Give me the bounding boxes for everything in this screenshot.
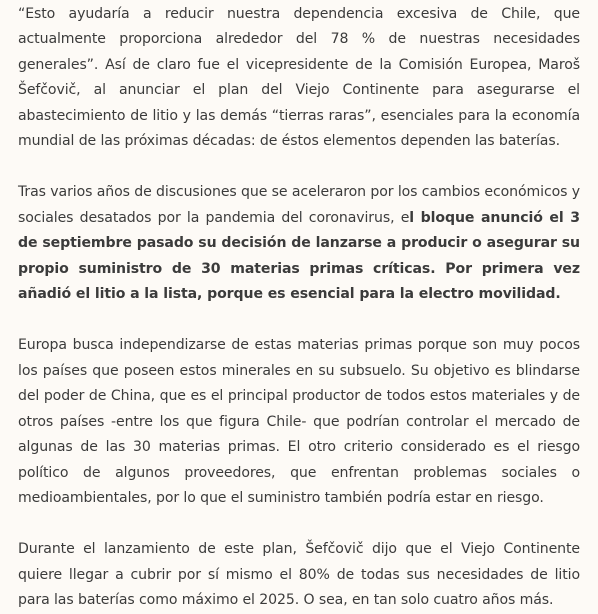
paragraph-eu-announcement [18, 180, 580, 307]
paragraph-text: Tras varios años de discusiones que se aceleraron por los cambios económicos y sociales desatados por la pandemia del coronavirus, e [18, 184, 580, 226]
paragraph-text: Europa busca independizarse de estas materias primas porque son muy pocos los países que poseen estos minerales en su subsuelo. Su objetivo es blindarse del poder de China, que es el principal productor de todos estos materiales y de otros países -entre los que figura Chile- que podrían controlar el mercado de algunas de las 30 materias primas. El otro criterio considerado es el riesgo político de algunos proveedores, que enfrentan problemas sociales o medioambientales, por lo que el suministro también podría estar en riesgo. [18, 337, 580, 506]
paragraph-text: “Esto ayudaría a reducir nuestra dependencia excesiva de Chile, que actualmente proporciona alrededor del 78 % de nuestras necesidades generales”. Así de claro fue el vicepresidente de la Comisión Europea, Maroš Šefčovič, al anunciar el plan del Viejo Continente para asegurarse el abastecimiento de litio y las demás “tierras raras”, esenciales para la economía mundial de las próximas décadas: de éstos elementos dependen las baterías. [18, 6, 580, 150]
paragraph-lithium-target [18, 537, 580, 613]
paragraph-europe-independence [18, 333, 580, 511]
paragraph-text: Durante el lanzamiento de este plan, Šefčovič dijo que el Viejo Continente quiere llegar a cubrir por sí mismo el 80% de todas sus necesidades de litio para las baterías como máximo el 2025. O sea, en tan solo cuatro años más. [18, 541, 580, 609]
paragraph-highlight: l bloque anunció el 3 de septiembre pasado su decisión de lanzarse a producir o asegurar su propio suministro de 30 materias primas críticas. Por primera vez añadió el litio a la lista, porque es esencial para la electro movilidad. [18, 209, 580, 303]
paragraph-chile-dependence [18, 2, 580, 154]
